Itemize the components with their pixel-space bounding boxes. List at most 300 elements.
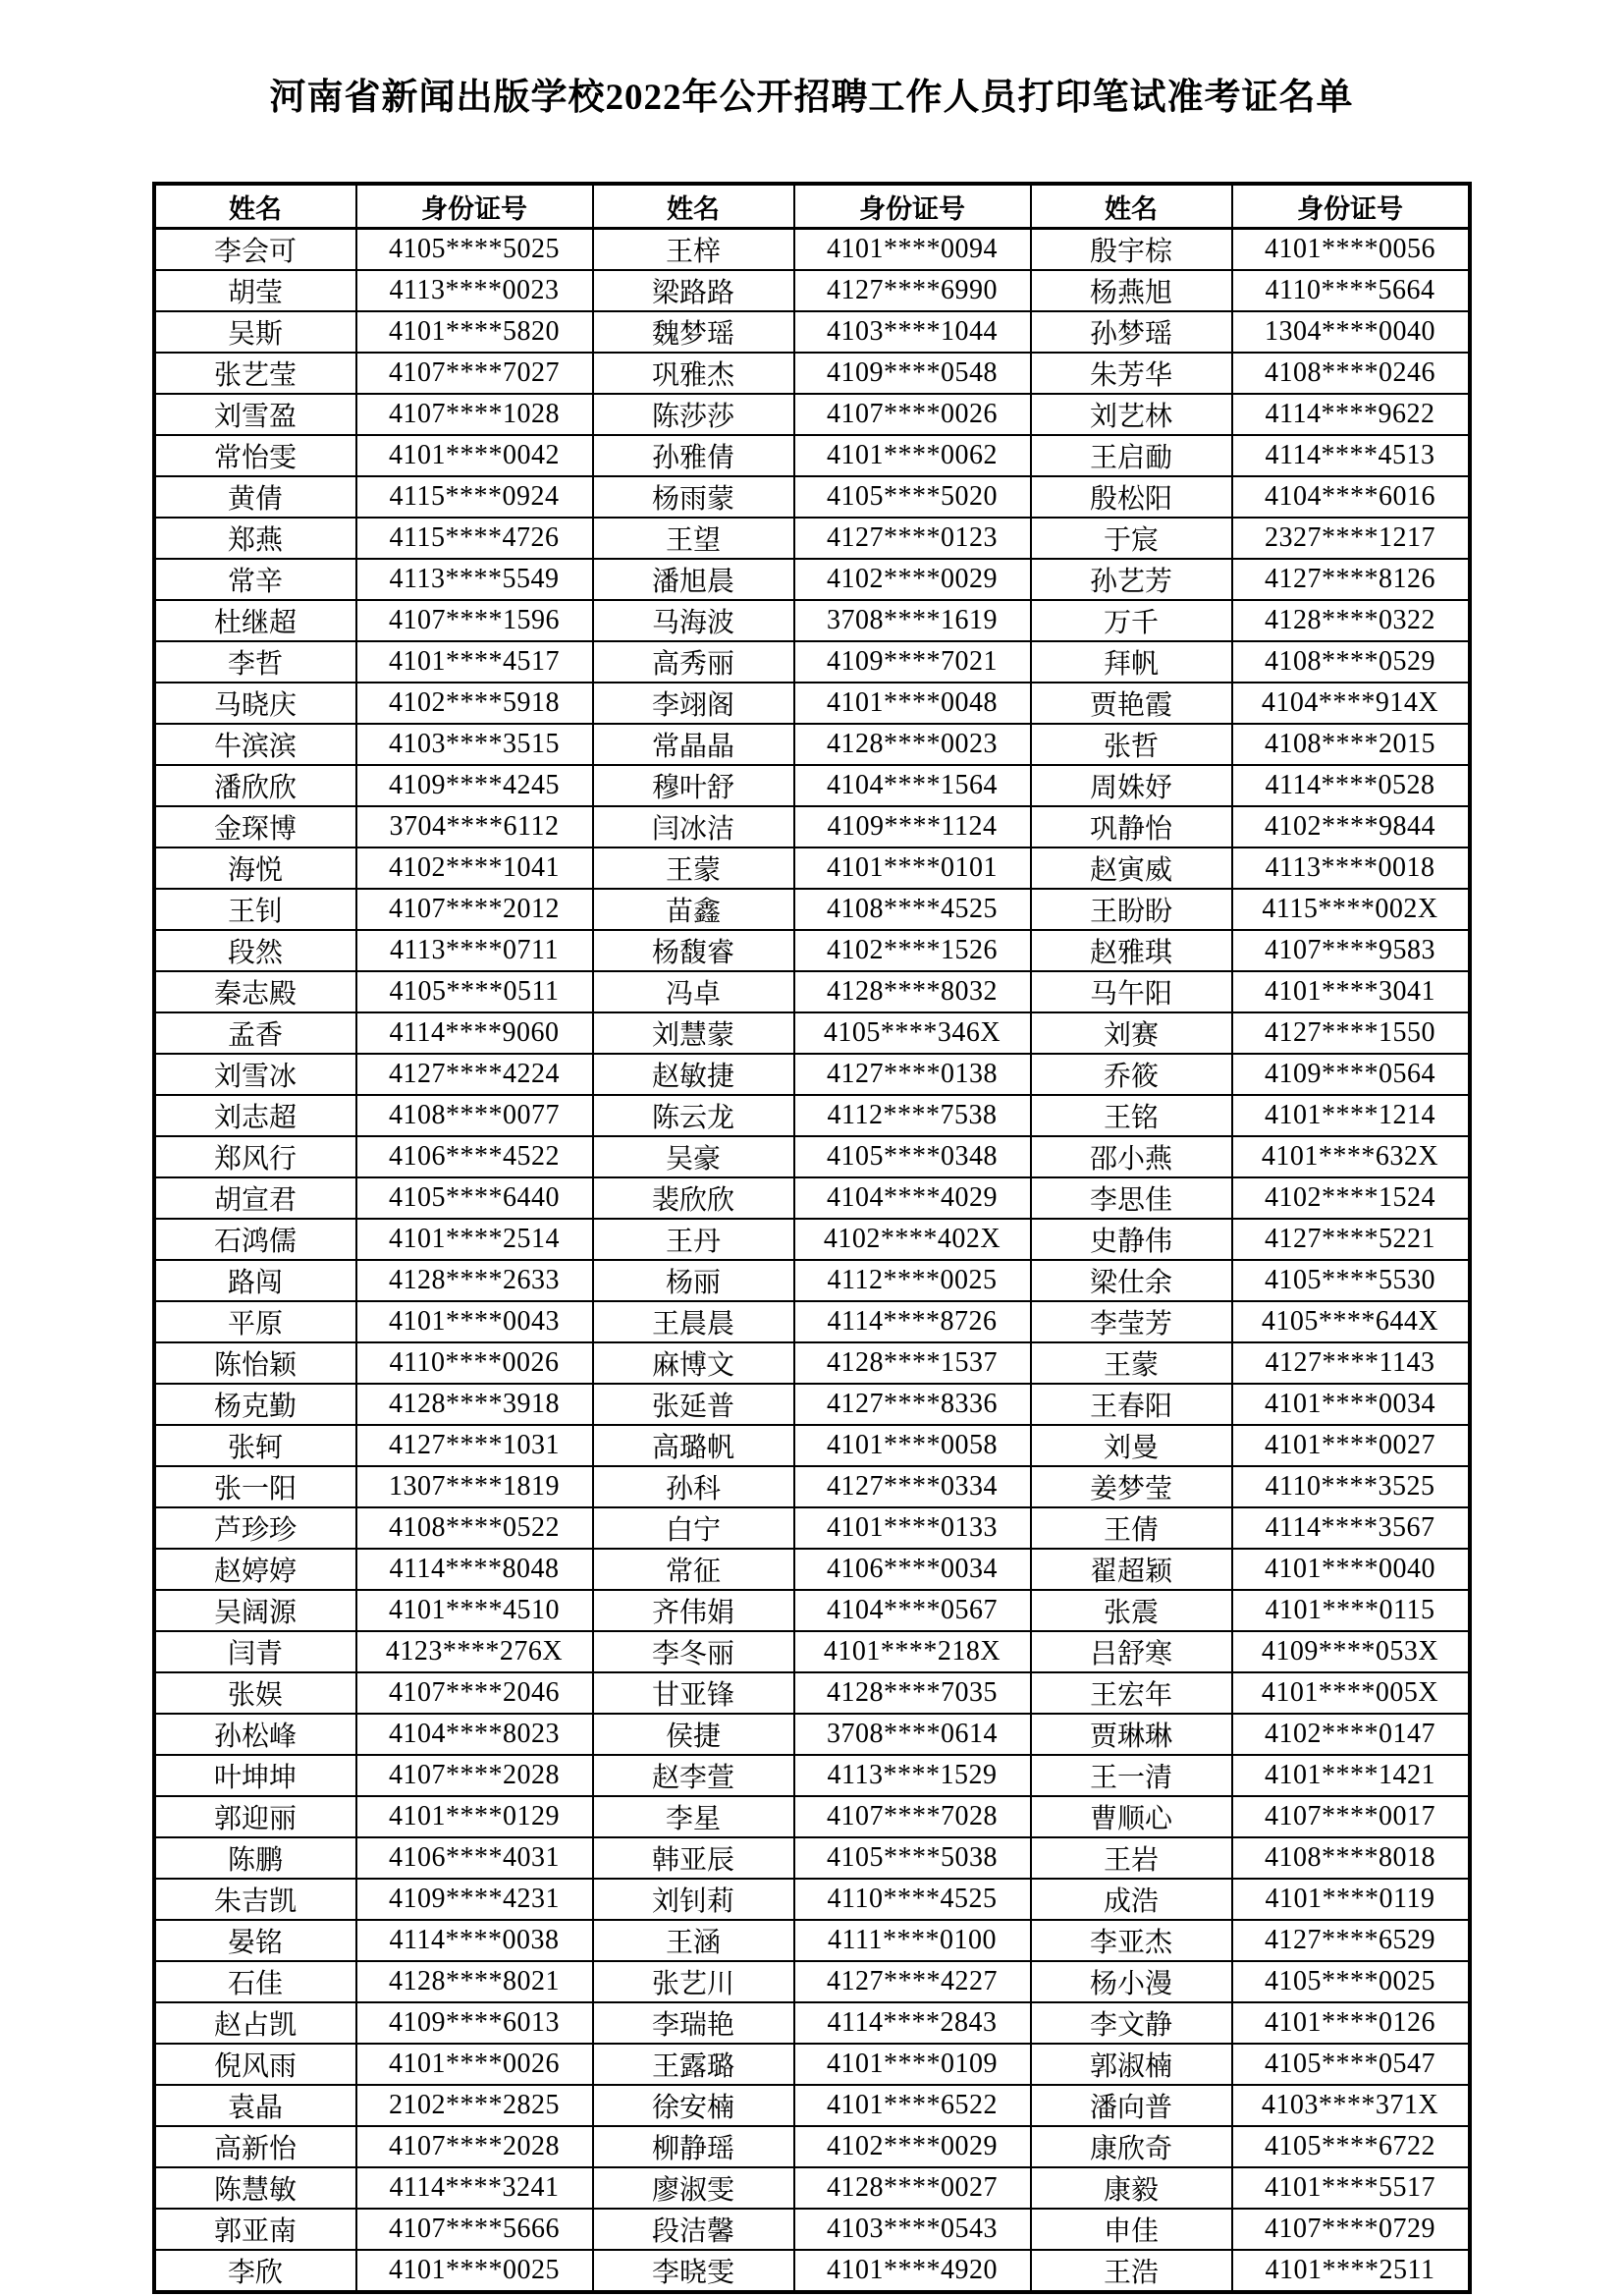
name-cell: 刘钊莉: [593, 1879, 794, 1920]
id-number-cell: 4101****0115: [1232, 1590, 1470, 1631]
table-head: [154, 184, 1470, 229]
name-cell: 巩雅杰: [593, 353, 794, 394]
table-row: [154, 765, 1470, 806]
id-number-cell: 4114****8048: [356, 1549, 593, 1590]
id-number-cell: 4101****0119: [1232, 1879, 1470, 1920]
table-row: [154, 930, 1470, 971]
name-cell: 高新怡: [154, 2126, 356, 2167]
id-number-cell: 4101****0058: [794, 1425, 1031, 1466]
name-cell: 赵敏捷: [593, 1054, 794, 1095]
name-cell: 刘雪盈: [154, 394, 356, 435]
column-header-name: 姓名: [154, 184, 356, 229]
name-cell: 史静伟: [1031, 1219, 1232, 1260]
table-row: [154, 641, 1470, 683]
id-number-cell: 4105****5020: [794, 476, 1031, 518]
name-cell: 冯卓: [593, 971, 794, 1012]
name-cell: 张哲: [1031, 724, 1232, 765]
id-number-cell: 4101****0043: [356, 1301, 593, 1342]
table-row: [154, 1590, 1470, 1631]
id-number-cell: 4109****4245: [356, 765, 593, 806]
id-number-cell: 4107****2046: [356, 1672, 593, 1714]
name-cell: 郑燕: [154, 518, 356, 559]
id-number-cell: 4102****0029: [794, 2126, 1031, 2167]
name-cell: 黄倩: [154, 476, 356, 518]
id-number-cell: 4101****0034: [1232, 1384, 1470, 1425]
name-cell: 郭亚南: [154, 2209, 356, 2250]
name-cell: 贾艳霞: [1031, 683, 1232, 724]
table-row: [154, 1054, 1470, 1095]
id-number-cell: 4101****0040: [1232, 1549, 1470, 1590]
id-number-cell: 4107****1028: [356, 394, 593, 435]
id-number-cell: 4114****9622: [1232, 394, 1470, 435]
column-header-id: 身份证号: [1232, 184, 1470, 229]
name-cell: 张艺川: [593, 1961, 794, 2002]
name-cell: 齐伟娟: [593, 1590, 794, 1631]
name-cell: 姜梦莹: [1031, 1466, 1232, 1507]
id-number-cell: 4111****0100: [794, 1920, 1031, 1961]
name-cell: 杨燕旭: [1031, 270, 1232, 311]
name-cell: 秦志殿: [154, 971, 356, 1012]
name-cell: 韩亚辰: [593, 1837, 794, 1879]
id-number-cell: 4105****644X: [1232, 1301, 1470, 1342]
id-number-cell: 4105****0511: [356, 971, 593, 1012]
id-number-cell: 4127****1550: [1232, 1012, 1470, 1054]
name-cell: 苗鑫: [593, 889, 794, 930]
name-cell: 廖淑雯: [593, 2167, 794, 2209]
id-number-cell: 4105****6722: [1232, 2126, 1470, 2167]
name-cell: 陈云龙: [593, 1095, 794, 1136]
table-row: [154, 435, 1470, 476]
id-number-cell: 4101****3041: [1232, 971, 1470, 1012]
id-number-cell: 4109****4231: [356, 1879, 593, 1920]
name-cell: 常征: [593, 1549, 794, 1590]
id-number-cell: 4105****0348: [794, 1136, 1031, 1177]
name-cell: 石佳: [154, 1961, 356, 2002]
id-number-cell: 4128****7035: [794, 1672, 1031, 1714]
id-number-cell: 4101****0126: [1232, 2002, 1470, 2044]
name-cell: 闫冰洁: [593, 806, 794, 847]
id-number-cell: 4103****371X: [1232, 2085, 1470, 2126]
name-cell: 吕舒寒: [1031, 1631, 1232, 1672]
name-cell: 海悦: [154, 847, 356, 889]
name-cell: 袁晶: [154, 2085, 356, 2126]
id-number-cell: 4110****5664: [1232, 270, 1470, 311]
id-number-cell: 4107****7028: [794, 1796, 1031, 1837]
name-cell: 郭迎丽: [154, 1796, 356, 1837]
name-cell: 王蒙: [1031, 1342, 1232, 1384]
name-cell: 芦珍珍: [154, 1507, 356, 1549]
id-number-cell: 4101****4510: [356, 1590, 593, 1631]
table-row: [154, 1219, 1470, 1260]
name-cell: 甘亚锋: [593, 1672, 794, 1714]
id-number-cell: 4128****0027: [794, 2167, 1031, 2209]
name-cell: 王宏年: [1031, 1672, 1232, 1714]
name-cell: 马晓庆: [154, 683, 356, 724]
name-cell: 潘欣欣: [154, 765, 356, 806]
column-header-name: 姓名: [1031, 184, 1232, 229]
id-number-cell: 4128****0322: [1232, 600, 1470, 641]
name-cell: 张一阳: [154, 1466, 356, 1507]
name-cell: 拜帆: [1031, 641, 1232, 683]
id-number-cell: 4101****4517: [356, 641, 593, 683]
id-number-cell: 4114****4513: [1232, 435, 1470, 476]
id-number-cell: 4107****1596: [356, 600, 593, 641]
name-cell: 段洁馨: [593, 2209, 794, 2250]
name-cell: 赵占凯: [154, 2002, 356, 2044]
id-number-cell: 4109****053X: [1232, 1631, 1470, 1672]
name-cell: 赵婷婷: [154, 1549, 356, 1590]
name-cell: 李哲: [154, 641, 356, 683]
name-cell: 李亚杰: [1031, 1920, 1232, 1961]
id-number-cell: 1307****1819: [356, 1466, 593, 1507]
id-number-cell: 4114****3567: [1232, 1507, 1470, 1549]
id-number-cell: 4107****0729: [1232, 2209, 1470, 2250]
name-cell: 平原: [154, 1301, 356, 1342]
id-number-cell: 3704****6112: [356, 806, 593, 847]
name-cell: 王露璐: [593, 2044, 794, 2085]
id-number-cell: 4127****4224: [356, 1054, 593, 1095]
id-number-cell: 4101****6522: [794, 2085, 1031, 2126]
name-cell: 王钊: [154, 889, 356, 930]
name-cell: 陈莎莎: [593, 394, 794, 435]
name-cell: 金琛博: [154, 806, 356, 847]
name-cell: 路闯: [154, 1260, 356, 1301]
id-number-cell: 4103****1044: [794, 311, 1031, 353]
id-number-cell: 4128****8032: [794, 971, 1031, 1012]
id-number-cell: 4101****0094: [794, 229, 1031, 271]
name-cell: 梁仕余: [1031, 1260, 1232, 1301]
id-number-cell: 4107****2028: [356, 2126, 593, 2167]
name-cell: 陈慧敏: [154, 2167, 356, 2209]
name-cell: 梁路路: [593, 270, 794, 311]
header-row: [154, 184, 1470, 229]
name-cell: 马海波: [593, 600, 794, 641]
id-number-cell: 4101****2511: [1232, 2250, 1470, 2292]
table-row: [154, 2250, 1470, 2292]
table-row: [154, 2002, 1470, 2044]
id-number-cell: 4113****0023: [356, 270, 593, 311]
id-number-cell: 4107****0026: [794, 394, 1031, 435]
id-number-cell: 4128****2633: [356, 1260, 593, 1301]
id-number-cell: 4112****0025: [794, 1260, 1031, 1301]
name-cell: 李莹芳: [1031, 1301, 1232, 1342]
id-number-cell: 4107****7027: [356, 353, 593, 394]
id-number-cell: 2102****2825: [356, 2085, 593, 2126]
name-cell: 王蒙: [593, 847, 794, 889]
id-number-cell: 4108****4525: [794, 889, 1031, 930]
id-number-cell: 1304****0040: [1232, 311, 1470, 353]
table-row: [154, 1920, 1470, 1961]
id-number-cell: 4101****0056: [1232, 229, 1470, 271]
id-number-cell: 4102****0147: [1232, 1714, 1470, 1755]
table-row: [154, 476, 1470, 518]
id-number-cell: 4107****9583: [1232, 930, 1470, 971]
id-number-cell: 4114****0528: [1232, 765, 1470, 806]
table-row: [154, 559, 1470, 600]
name-cell: 胡莹: [154, 270, 356, 311]
name-cell: 魏梦瑶: [593, 311, 794, 353]
name-cell: 麻博文: [593, 1342, 794, 1384]
id-number-cell: 4104****8023: [356, 1714, 593, 1755]
table-row: [154, 1136, 1470, 1177]
id-number-cell: 4101****0027: [1232, 1425, 1470, 1466]
id-number-cell: 4105****5025: [356, 229, 593, 271]
name-cell: 潘旭晨: [593, 559, 794, 600]
name-cell: 李冬丽: [593, 1631, 794, 1672]
table-row: [154, 1507, 1470, 1549]
table-row: [154, 889, 1470, 930]
id-number-cell: 4101****218X: [794, 1631, 1031, 1672]
id-number-cell: 4128****0023: [794, 724, 1031, 765]
table-row: [154, 847, 1470, 889]
name-cell: 李思佳: [1031, 1177, 1232, 1219]
id-number-cell: 4102****0029: [794, 559, 1031, 600]
name-cell: 曹顺心: [1031, 1796, 1232, 1837]
name-cell: 柳静瑶: [593, 2126, 794, 2167]
id-number-cell: 4110****0026: [356, 1342, 593, 1384]
name-cell: 孙雅倩: [593, 435, 794, 476]
name-cell: 杨丽: [593, 1260, 794, 1301]
name-cell: 康欣奇: [1031, 2126, 1232, 2167]
table-row: [154, 2167, 1470, 2209]
id-number-cell: 4127****1143: [1232, 1342, 1470, 1384]
name-cell: 乔筱: [1031, 1054, 1232, 1095]
id-number-cell: 3708****1619: [794, 600, 1031, 641]
table-row: [154, 2126, 1470, 2167]
id-number-cell: 4110****4525: [794, 1879, 1031, 1920]
id-number-cell: 4104****6016: [1232, 476, 1470, 518]
name-cell: 王铭: [1031, 1095, 1232, 1136]
name-cell: 常辛: [154, 559, 356, 600]
id-number-cell: 4108****0246: [1232, 353, 1470, 394]
name-cell: 吴阔源: [154, 1590, 356, 1631]
table-row: [154, 1714, 1470, 1755]
name-cell: 孙松峰: [154, 1714, 356, 1755]
table-row: [154, 1837, 1470, 1879]
table-row: [154, 229, 1470, 271]
id-number-cell: 4102****1524: [1232, 1177, 1470, 1219]
id-number-cell: 4104****4029: [794, 1177, 1031, 1219]
id-number-cell: 4123****276X: [356, 1631, 593, 1672]
id-number-cell: 4106****0034: [794, 1549, 1031, 1590]
id-number-cell: 4102****1526: [794, 930, 1031, 971]
name-cell: 高璐帆: [593, 1425, 794, 1466]
name-cell: 李翊阁: [593, 683, 794, 724]
name-cell: 翟超颖: [1031, 1549, 1232, 1590]
id-number-cell: 4107****2012: [356, 889, 593, 930]
id-number-cell: 4101****0025: [356, 2250, 593, 2292]
id-number-cell: 4128****1537: [794, 1342, 1031, 1384]
name-cell: 叶坤坤: [154, 1755, 356, 1796]
id-number-cell: 4101****0109: [794, 2044, 1031, 2085]
name-cell: 潘向普: [1031, 2085, 1232, 2126]
id-number-cell: 4127****6529: [1232, 1920, 1470, 1961]
name-cell: 王晨晨: [593, 1301, 794, 1342]
id-number-cell: 4115****4726: [356, 518, 593, 559]
id-number-cell: 4109****7021: [794, 641, 1031, 683]
id-number-cell: 4103****3515: [356, 724, 593, 765]
table-body: [154, 229, 1470, 2293]
id-number-cell: 4114****9060: [356, 1012, 593, 1054]
name-cell: 成浩: [1031, 1879, 1232, 1920]
table-row: [154, 1177, 1470, 1219]
name-cell: 孙艺芳: [1031, 559, 1232, 600]
table-row: [154, 1260, 1470, 1301]
id-number-cell: 4109****0548: [794, 353, 1031, 394]
table-row: [154, 971, 1470, 1012]
id-number-cell: 4115****002X: [1232, 889, 1470, 930]
name-cell: 刘曼: [1031, 1425, 1232, 1466]
name-cell: 周姝妤: [1031, 765, 1232, 806]
table-row: [154, 683, 1470, 724]
column-header-name: 姓名: [593, 184, 794, 229]
table-row: [154, 1961, 1470, 2002]
name-cell: 徐安楠: [593, 2085, 794, 2126]
table-row: [154, 1466, 1470, 1507]
name-cell: 杨克勤: [154, 1384, 356, 1425]
name-cell: 朱芳华: [1031, 353, 1232, 394]
id-number-cell: 4108****8018: [1232, 1837, 1470, 1879]
name-cell: 赵李萱: [593, 1755, 794, 1796]
id-number-cell: 4113****5549: [356, 559, 593, 600]
id-number-cell: 4103****0543: [794, 2209, 1031, 2250]
id-number-cell: 4109****6013: [356, 2002, 593, 2044]
id-number-cell: 4127****6990: [794, 270, 1031, 311]
id-number-cell: 4105****5038: [794, 1837, 1031, 1879]
table-row: [154, 1796, 1470, 1837]
name-cell: 李星: [593, 1796, 794, 1837]
name-cell: 刘雪冰: [154, 1054, 356, 1095]
name-cell: 王浩: [1031, 2250, 1232, 2292]
name-cell: 吴斯: [154, 311, 356, 353]
id-number-cell: 4106****4522: [356, 1136, 593, 1177]
table-row: [154, 353, 1470, 394]
table-row: [154, 724, 1470, 765]
name-cell: 杨雨蒙: [593, 476, 794, 518]
name-cell: 巩静怡: [1031, 806, 1232, 847]
column-header-id: 身份证号: [356, 184, 593, 229]
id-number-cell: 4115****0924: [356, 476, 593, 518]
name-cell: 王望: [593, 518, 794, 559]
id-number-cell: 4127****0334: [794, 1466, 1031, 1507]
id-number-cell: 4101****0133: [794, 1507, 1031, 1549]
name-cell: 陈鹏: [154, 1837, 356, 1879]
name-cell: 闫青: [154, 1631, 356, 1672]
id-number-cell: 4101****0129: [356, 1796, 593, 1837]
page-title: 河南省新闻出版学校2022年公开招聘工作人员打印笔试准考证名单: [269, 78, 1354, 118]
name-cell: 杜继超: [154, 600, 356, 641]
id-number-cell: 3708****0614: [794, 1714, 1031, 1755]
table-row: [154, 2044, 1470, 2085]
id-number-cell: 4104****1564: [794, 765, 1031, 806]
id-number-cell: 4114****2843: [794, 2002, 1031, 2044]
name-cell: 杨馥睿: [593, 930, 794, 971]
name-cell: 侯捷: [593, 1714, 794, 1755]
id-number-cell: 2327****1217: [1232, 518, 1470, 559]
name-cell: 于宸: [1031, 518, 1232, 559]
id-number-cell: 4109****0564: [1232, 1054, 1470, 1095]
id-number-cell: 4102****5918: [356, 683, 593, 724]
id-number-cell: 4108****0529: [1232, 641, 1470, 683]
name-cell: 石鸿儒: [154, 1219, 356, 1260]
name-cell: 康毅: [1031, 2167, 1232, 2209]
name-cell: 李会可: [154, 229, 356, 271]
table-row: [154, 311, 1470, 353]
table-row: [154, 1342, 1470, 1384]
id-number-cell: 4127****1031: [356, 1425, 593, 1466]
id-number-cell: 4110****3525: [1232, 1466, 1470, 1507]
id-number-cell: 4127****8126: [1232, 559, 1470, 600]
id-number-cell: 4114****3241: [356, 2167, 593, 2209]
name-cell: 赵寅威: [1031, 847, 1232, 889]
id-number-cell: 4112****7538: [794, 1095, 1031, 1136]
id-number-cell: 4107****2028: [356, 1755, 593, 1796]
id-number-cell: 4127****0138: [794, 1054, 1031, 1095]
id-number-cell: 4101****0101: [794, 847, 1031, 889]
id-number-cell: 4101****1421: [1232, 1755, 1470, 1796]
name-cell: 张轲: [154, 1425, 356, 1466]
name-cell: 王启勔: [1031, 435, 1232, 476]
name-cell: 杨小漫: [1031, 1961, 1232, 2002]
name-cell: 王岩: [1031, 1837, 1232, 1879]
id-number-cell: 4113****0018: [1232, 847, 1470, 889]
id-number-cell: 4109****1124: [794, 806, 1031, 847]
id-number-cell: 4101****632X: [1232, 1136, 1470, 1177]
id-number-cell: 4127****5221: [1232, 1219, 1470, 1260]
name-cell: 常晶晶: [593, 724, 794, 765]
id-number-cell: 4114****8726: [794, 1301, 1031, 1342]
table-row: [154, 1384, 1470, 1425]
name-cell: 刘志超: [154, 1095, 356, 1136]
name-cell: 裴欣欣: [593, 1177, 794, 1219]
id-number-cell: 4104****914X: [1232, 683, 1470, 724]
table-row: [154, 270, 1470, 311]
id-number-cell: 4105****0025: [1232, 1961, 1470, 2002]
name-cell: 李文静: [1031, 2002, 1232, 2044]
name-cell: 张娱: [154, 1672, 356, 1714]
name-cell: 王倩: [1031, 1507, 1232, 1549]
id-number-cell: 4102****9844: [1232, 806, 1470, 847]
name-cell: 陈怡颖: [154, 1342, 356, 1384]
id-number-cell: 4104****0567: [794, 1590, 1031, 1631]
id-number-cell: 4102****402X: [794, 1219, 1031, 1260]
id-number-cell: 4127****4227: [794, 1961, 1031, 2002]
id-number-cell: 4101****0048: [794, 683, 1031, 724]
id-number-cell: 4105****6440: [356, 1177, 593, 1219]
name-cell: 王梓: [593, 229, 794, 271]
name-cell: 马午阳: [1031, 971, 1232, 1012]
table-row: [154, 2209, 1470, 2250]
id-number-cell: 4105****0547: [1232, 2044, 1470, 2085]
roster-table: [152, 182, 1472, 2294]
id-number-cell: 4128****8021: [356, 1961, 593, 2002]
id-number-cell: 4101****0062: [794, 435, 1031, 476]
table-row: [154, 518, 1470, 559]
table-row: [154, 1755, 1470, 1796]
id-number-cell: 4108****0077: [356, 1095, 593, 1136]
name-cell: 孟香: [154, 1012, 356, 1054]
id-number-cell: 4127****0123: [794, 518, 1031, 559]
id-number-cell: 4114****0038: [356, 1920, 593, 1961]
name-cell: 邵小燕: [1031, 1136, 1232, 1177]
name-cell: 王盼盼: [1031, 889, 1232, 930]
id-number-cell: 4105****5530: [1232, 1260, 1470, 1301]
name-cell: 张艺莹: [154, 353, 356, 394]
id-number-cell: 4113****1529: [794, 1755, 1031, 1796]
name-cell: 王一清: [1031, 1755, 1232, 1796]
name-cell: 李瑞艳: [593, 2002, 794, 2044]
table-row: [154, 806, 1470, 847]
